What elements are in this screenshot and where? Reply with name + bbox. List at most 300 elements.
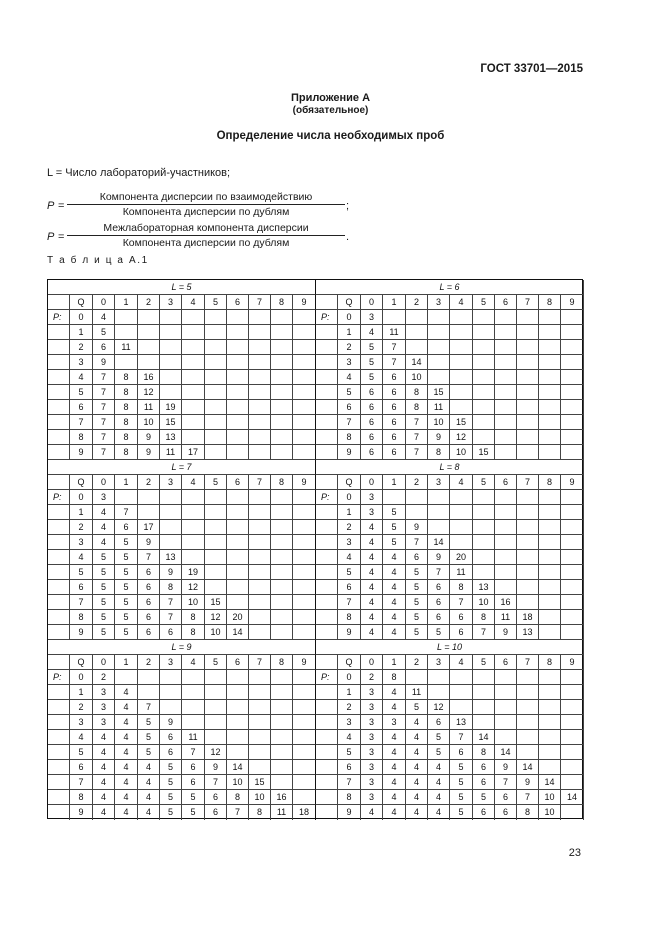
value-cell: 6 <box>115 520 138 535</box>
empty-cell <box>495 355 517 370</box>
value-cell: 6 <box>138 595 160 610</box>
empty-cell <box>561 310 584 325</box>
empty-cell <box>249 445 271 460</box>
empty-cell <box>182 505 205 520</box>
value-cell: 4 <box>383 775 406 790</box>
empty-cell <box>561 400 584 415</box>
value-cell: 8 <box>182 610 205 625</box>
value-cell: 4 <box>383 565 406 580</box>
value-cell: 5 <box>160 805 182 820</box>
value-cell: 5 <box>383 520 406 535</box>
empty-cell <box>293 505 316 520</box>
empty-cell <box>249 565 271 580</box>
value-cell: 6 <box>428 610 450 625</box>
empty-cell <box>539 685 561 700</box>
empty-cell <box>227 325 249 340</box>
empty-cell <box>227 430 249 445</box>
empty-cell <box>227 505 249 520</box>
value-cell: 4 <box>93 775 115 790</box>
empty-cell <box>450 340 473 355</box>
value-cell: 4 <box>115 700 138 715</box>
empty-cell <box>205 535 227 550</box>
value-cell: 3 <box>361 700 383 715</box>
value-cell: 12 <box>428 700 450 715</box>
empty-cell <box>249 700 271 715</box>
row-label-6: 6 <box>70 400 93 415</box>
empty-cell <box>517 310 539 325</box>
value-cell: 6 <box>383 370 406 385</box>
fraction-numerator: Компонента дисперсии по взаимодействию <box>67 191 345 205</box>
empty-cell <box>517 535 539 550</box>
empty-cell <box>517 580 539 595</box>
p-spacer-cell <box>48 550 70 565</box>
value-cell: 9 <box>428 550 450 565</box>
value-cell: 4 <box>115 745 138 760</box>
value-cell: 6 <box>428 580 450 595</box>
col-header-0: 0 <box>93 655 115 670</box>
value-cell: 7 <box>406 430 428 445</box>
empty-cell <box>517 400 539 415</box>
value-cell: 7 <box>93 445 115 460</box>
value-cell: 6 <box>473 760 495 775</box>
value-cell: 7 <box>138 700 160 715</box>
empty-cell <box>561 730 584 745</box>
p-spacer-cell <box>48 535 70 550</box>
value-cell: 14 <box>227 760 249 775</box>
value-cell: 7 <box>227 805 249 820</box>
empty-cell <box>293 520 316 535</box>
row-label-6: 6 <box>70 760 93 775</box>
empty-cell <box>249 520 271 535</box>
empty-cell <box>227 535 249 550</box>
page-number: 23 <box>568 847 581 859</box>
p-spacer-cell <box>316 370 338 385</box>
row-label-6: 6 <box>338 580 361 595</box>
value-cell: 4 <box>406 760 428 775</box>
col-header-9: 9 <box>293 295 316 310</box>
empty-cell <box>428 685 450 700</box>
empty-cell <box>293 430 316 445</box>
p-spacer-cell <box>316 445 338 460</box>
col-header-2: 2 <box>138 295 160 310</box>
value-cell: 3 <box>361 685 383 700</box>
value-cell: 4 <box>93 805 115 820</box>
empty-cell <box>271 730 293 745</box>
value-cell: 7 <box>138 550 160 565</box>
value-cell: 4 <box>138 805 160 820</box>
p-spacer-cell <box>316 700 338 715</box>
empty-cell <box>205 505 227 520</box>
row-label-4: 4 <box>338 550 361 565</box>
col-header-4: 4 <box>182 295 205 310</box>
empty-cell <box>205 730 227 745</box>
empty-cell <box>450 400 473 415</box>
value-cell: 9 <box>160 565 182 580</box>
value-cell: 4 <box>361 520 383 535</box>
empty-cell <box>227 370 249 385</box>
empty-cell <box>160 535 182 550</box>
value-cell: 3 <box>361 775 383 790</box>
value-cell: 14 <box>517 760 539 775</box>
empty-cell <box>517 670 539 685</box>
empty-cell <box>561 535 584 550</box>
row-label-3: 3 <box>338 355 361 370</box>
row-label-0: 0 <box>338 310 361 325</box>
col-header-3: 3 <box>428 295 450 310</box>
value-cell: 17 <box>182 445 205 460</box>
empty-cell <box>271 610 293 625</box>
p-spacer-cell <box>48 760 70 775</box>
empty-cell <box>473 565 495 580</box>
empty-cell <box>293 355 316 370</box>
col-header-7: 7 <box>517 655 539 670</box>
empty-cell <box>561 760 584 775</box>
col-header-7: 7 <box>517 475 539 490</box>
empty-cell <box>561 355 584 370</box>
row-label-0: 0 <box>70 310 93 325</box>
value-cell: 13 <box>450 715 473 730</box>
value-cell: 3 <box>361 745 383 760</box>
row-label-7: 7 <box>70 775 93 790</box>
p-spacer-cell <box>316 400 338 415</box>
col-header-3: 3 <box>160 655 182 670</box>
empty-cell <box>293 595 316 610</box>
value-cell: 6 <box>138 625 160 640</box>
value-cell: 6 <box>182 760 205 775</box>
col-header-2: 2 <box>138 655 160 670</box>
empty-cell <box>539 535 561 550</box>
col-header-4: 4 <box>182 475 205 490</box>
value-cell: 7 <box>406 445 428 460</box>
value-cell: 7 <box>495 775 517 790</box>
p-spacer-cell <box>48 625 70 640</box>
empty-cell <box>539 760 561 775</box>
row-label-8: 8 <box>70 790 93 805</box>
value-cell: 4 <box>115 730 138 745</box>
empty-cell <box>205 385 227 400</box>
p-spacer-cell <box>48 385 70 400</box>
q-label: Q <box>338 295 361 310</box>
col-header-9: 9 <box>293 475 316 490</box>
empty-cell <box>271 520 293 535</box>
value-cell: 7 <box>450 730 473 745</box>
empty-cell <box>205 670 227 685</box>
empty-cell <box>138 685 160 700</box>
empty-cell <box>517 370 539 385</box>
value-cell: 8 <box>115 430 138 445</box>
value-cell: 5 <box>93 325 115 340</box>
empty-cell <box>561 685 584 700</box>
value-cell: 13 <box>160 550 182 565</box>
p-spacer-cell <box>316 340 338 355</box>
row-label-3: 3 <box>70 715 93 730</box>
row-label-4: 4 <box>338 730 361 745</box>
empty-cell <box>561 700 584 715</box>
p-spacer-cell <box>48 805 70 820</box>
value-cell: 2 <box>361 670 383 685</box>
value-cell: 19 <box>160 400 182 415</box>
empty-cell <box>182 430 205 445</box>
col-header-1: 1 <box>115 295 138 310</box>
col-header-8: 8 <box>539 295 561 310</box>
empty-cell <box>517 490 539 505</box>
value-cell: 7 <box>205 775 227 790</box>
empty-cell <box>450 310 473 325</box>
empty-cell <box>249 385 271 400</box>
empty-cell <box>138 325 160 340</box>
empty-cell <box>428 355 450 370</box>
p-label: P: <box>316 310 338 325</box>
col-header-4: 4 <box>450 295 473 310</box>
p-label: P: <box>316 670 338 685</box>
value-cell: 7 <box>93 370 115 385</box>
value-cell: 4 <box>115 715 138 730</box>
value-cell: 9 <box>406 520 428 535</box>
col-header-5: 5 <box>473 295 495 310</box>
empty-cell <box>539 700 561 715</box>
value-cell: 5 <box>115 625 138 640</box>
value-cell: 14 <box>561 790 584 805</box>
empty-cell <box>517 520 539 535</box>
row-label-0: 0 <box>70 490 93 505</box>
col-header-1: 1 <box>115 655 138 670</box>
col-header-8: 8 <box>271 655 293 670</box>
p-spacer-cell <box>48 790 70 805</box>
value-cell: 5 <box>93 580 115 595</box>
col-header-2: 2 <box>406 475 428 490</box>
p-label: P: <box>48 490 70 505</box>
empty-cell <box>293 400 316 415</box>
value-cell: 7 <box>383 355 406 370</box>
value-cell: 5 <box>182 790 205 805</box>
empty-cell <box>495 445 517 460</box>
value-cell: 4 <box>93 520 115 535</box>
empty-cell <box>495 385 517 400</box>
row-label-3: 3 <box>338 715 361 730</box>
value-cell: 10 <box>428 415 450 430</box>
row-label-3: 3 <box>338 535 361 550</box>
empty-cell <box>473 370 495 385</box>
row-label-3: 3 <box>70 355 93 370</box>
value-cell: 4 <box>115 775 138 790</box>
empty-cell <box>539 610 561 625</box>
p-spacer-cell <box>316 535 338 550</box>
empty-cell <box>539 400 561 415</box>
empty-cell <box>227 520 249 535</box>
empty-cell <box>495 565 517 580</box>
empty-cell <box>271 535 293 550</box>
value-cell: 7 <box>406 415 428 430</box>
value-cell: 11 <box>160 445 182 460</box>
empty-cell <box>271 625 293 640</box>
empty-cell <box>428 370 450 385</box>
empty-cell <box>517 325 539 340</box>
value-cell: 16 <box>495 595 517 610</box>
empty-cell <box>406 490 428 505</box>
value-cell: 8 <box>182 625 205 640</box>
p-spacer-cell <box>316 595 338 610</box>
value-cell: 14 <box>406 355 428 370</box>
col-header-4: 4 <box>450 655 473 670</box>
value-cell: 6 <box>473 775 495 790</box>
value-cell: 6 <box>495 805 517 820</box>
value-cell: 4 <box>93 745 115 760</box>
empty-cell <box>428 325 450 340</box>
value-cell: 6 <box>495 790 517 805</box>
value-cell: 6 <box>93 340 115 355</box>
empty-cell <box>293 445 316 460</box>
empty-cell <box>205 370 227 385</box>
empty-cell <box>561 670 584 685</box>
empty-cell <box>495 700 517 715</box>
row-label-4: 4 <box>70 370 93 385</box>
empty-cell <box>517 505 539 520</box>
value-cell: 4 <box>428 790 450 805</box>
p-spacer-cell <box>48 430 70 445</box>
empty-cell <box>450 355 473 370</box>
value-cell: 7 <box>160 610 182 625</box>
empty-cell <box>249 730 271 745</box>
empty-cell <box>293 685 316 700</box>
block-corner-cell <box>48 655 70 670</box>
value-cell: 5 <box>406 580 428 595</box>
empty-cell <box>138 310 160 325</box>
empty-cell <box>271 400 293 415</box>
value-cell: 5 <box>115 580 138 595</box>
value-cell: 5 <box>383 505 406 520</box>
empty-cell <box>473 310 495 325</box>
value-cell: 9 <box>205 760 227 775</box>
empty-cell <box>227 400 249 415</box>
value-cell: 4 <box>93 730 115 745</box>
value-cell: 5 <box>93 565 115 580</box>
fraction-punctuation: . <box>346 231 350 243</box>
value-cell: 8 <box>115 385 138 400</box>
value-cell: 4 <box>361 565 383 580</box>
col-header-9: 9 <box>561 475 584 490</box>
value-cell: 12 <box>205 610 227 625</box>
empty-cell <box>115 355 138 370</box>
value-cell: 8 <box>406 385 428 400</box>
empty-cell <box>227 715 249 730</box>
p-spacer-cell <box>48 505 70 520</box>
value-cell: 5 <box>115 610 138 625</box>
value-cell: 14 <box>227 625 249 640</box>
value-cell: 12 <box>450 430 473 445</box>
value-cell: 10 <box>227 775 249 790</box>
empty-cell <box>293 730 316 745</box>
empty-cell <box>160 685 182 700</box>
empty-cell <box>473 550 495 565</box>
empty-cell <box>539 565 561 580</box>
value-cell: 10 <box>406 370 428 385</box>
value-cell: 6 <box>138 565 160 580</box>
value-cell: 5 <box>406 610 428 625</box>
value-cell: 15 <box>428 385 450 400</box>
col-header-7: 7 <box>249 655 271 670</box>
p-spacer-cell <box>48 565 70 580</box>
empty-cell <box>517 700 539 715</box>
empty-cell <box>539 625 561 640</box>
empty-cell <box>138 670 160 685</box>
value-cell: 3 <box>93 715 115 730</box>
empty-cell <box>293 760 316 775</box>
empty-cell <box>495 490 517 505</box>
value-cell: 5 <box>160 790 182 805</box>
empty-cell <box>495 670 517 685</box>
empty-cell <box>495 400 517 415</box>
empty-cell <box>450 685 473 700</box>
value-cell: 11 <box>406 685 428 700</box>
empty-cell <box>227 385 249 400</box>
value-cell: 5 <box>115 535 138 550</box>
value-cell: 4 <box>406 745 428 760</box>
col-header-9: 9 <box>293 655 316 670</box>
value-cell: 10 <box>473 595 495 610</box>
col-header-7: 7 <box>249 295 271 310</box>
empty-cell <box>539 745 561 760</box>
empty-cell <box>517 595 539 610</box>
p-label: P: <box>48 670 70 685</box>
empty-cell <box>160 370 182 385</box>
value-cell: 2 <box>93 670 115 685</box>
empty-cell <box>293 670 316 685</box>
p-spacer-cell <box>48 610 70 625</box>
empty-cell <box>227 415 249 430</box>
block-corner-cell <box>316 475 338 490</box>
empty-cell <box>428 310 450 325</box>
empty-cell <box>383 490 406 505</box>
empty-cell <box>227 700 249 715</box>
value-cell: 4 <box>93 535 115 550</box>
empty-cell <box>539 355 561 370</box>
row-label-8: 8 <box>338 790 361 805</box>
row-label-5: 5 <box>338 565 361 580</box>
empty-cell <box>271 355 293 370</box>
empty-cell <box>517 730 539 745</box>
empty-cell <box>205 565 227 580</box>
value-cell: 12 <box>138 385 160 400</box>
block-title: L = 8 <box>316 460 584 475</box>
empty-cell <box>160 355 182 370</box>
p-spacer-cell <box>48 400 70 415</box>
p-label: P: <box>316 490 338 505</box>
value-cell: 9 <box>428 430 450 445</box>
empty-cell <box>450 700 473 715</box>
value-cell: 8 <box>383 670 406 685</box>
empty-cell <box>182 715 205 730</box>
p-spacer-cell <box>316 565 338 580</box>
empty-cell <box>473 385 495 400</box>
empty-cell <box>406 340 428 355</box>
value-cell: 5 <box>406 565 428 580</box>
row-label-5: 5 <box>70 565 93 580</box>
value-cell: 8 <box>428 445 450 460</box>
p-spacer-cell <box>316 550 338 565</box>
empty-cell <box>406 325 428 340</box>
value-cell: 4 <box>115 760 138 775</box>
empty-cell <box>539 595 561 610</box>
empty-cell <box>473 670 495 685</box>
row-label-9: 9 <box>70 625 93 640</box>
empty-cell <box>561 490 584 505</box>
empty-cell <box>428 490 450 505</box>
row-label-5: 5 <box>338 385 361 400</box>
empty-cell <box>406 670 428 685</box>
value-cell: 11 <box>115 340 138 355</box>
value-cell: 3 <box>93 490 115 505</box>
block-title: L = 9 <box>48 640 316 655</box>
